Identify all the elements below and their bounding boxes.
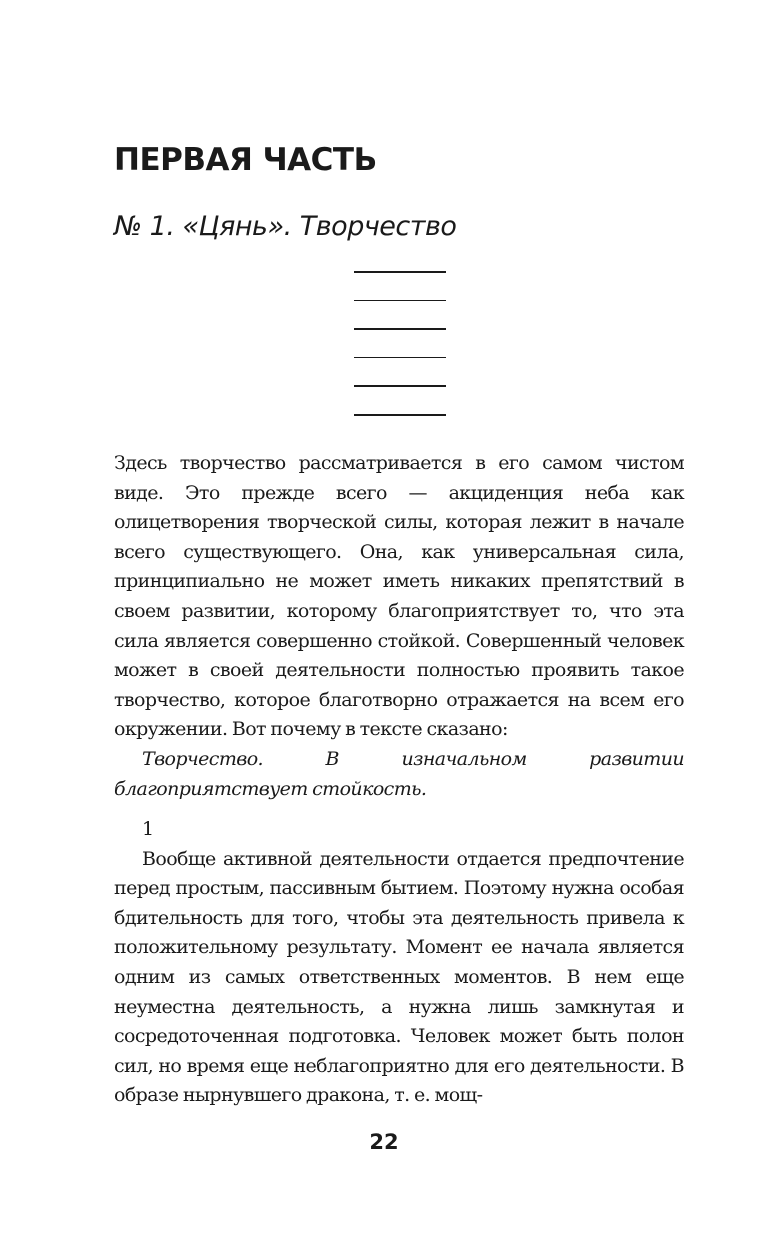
- verse-block: [114, 815, 684, 1111]
- verse-paragraph: Вообще активной деятельности отдается предпочтение перед простым, пассивным бытием. Поэтому нужна особая бдительность для того, чтобы эта деятельность привела к положительному результату. Момент ее начала является одним из самых ответственных моментов. В нем еще неуместна деятельность, а нужна лишь замкнутая и сосредоточенная подготовка. Человек может быть полон сил, но время еще неблагоприятно для его деятельности. В образе нырнувшего дракона, т. е. мощ-: [114, 847, 684, 1107]
- page-number: 22: [369, 1130, 399, 1154]
- intro-block: [114, 449, 684, 804]
- hexagram-line: [354, 357, 446, 359]
- verse-number: 1: [142, 818, 154, 840]
- hexagram-line: [354, 300, 446, 302]
- intro-paragraph: Здесь творчество рассматривается в его самом чистом виде. Это прежде всего — акциденция неба как олицетворения творческой силы, которая лежит в начале всего существующего. Она, как универсальная сила, принципиально не может иметь никаких препятствий в своем развитии, которому благоприятствует то, что эта сила является совершенно стойкой. Совершенный человек может в своей деятельности полностью проявить такое творчество, которое благотворно отражается на всем его окружении. Вот почему в тексте сказано:: [114, 452, 684, 741]
- quote-paragraph: Творчество. В изначальном развитии благоприятствует стойкость.: [114, 747, 684, 800]
- hexagram-line: [354, 414, 446, 416]
- qian-hexagram-icon: [354, 271, 446, 421]
- hexagram-line: [354, 385, 446, 387]
- hexagram-line: [354, 328, 446, 330]
- hexagram-line: [354, 271, 446, 273]
- section-title: № 1. «Цянь». Творчество: [114, 211, 457, 242]
- part-title: ПЕРВАЯ ЧАСТЬ: [114, 142, 377, 178]
